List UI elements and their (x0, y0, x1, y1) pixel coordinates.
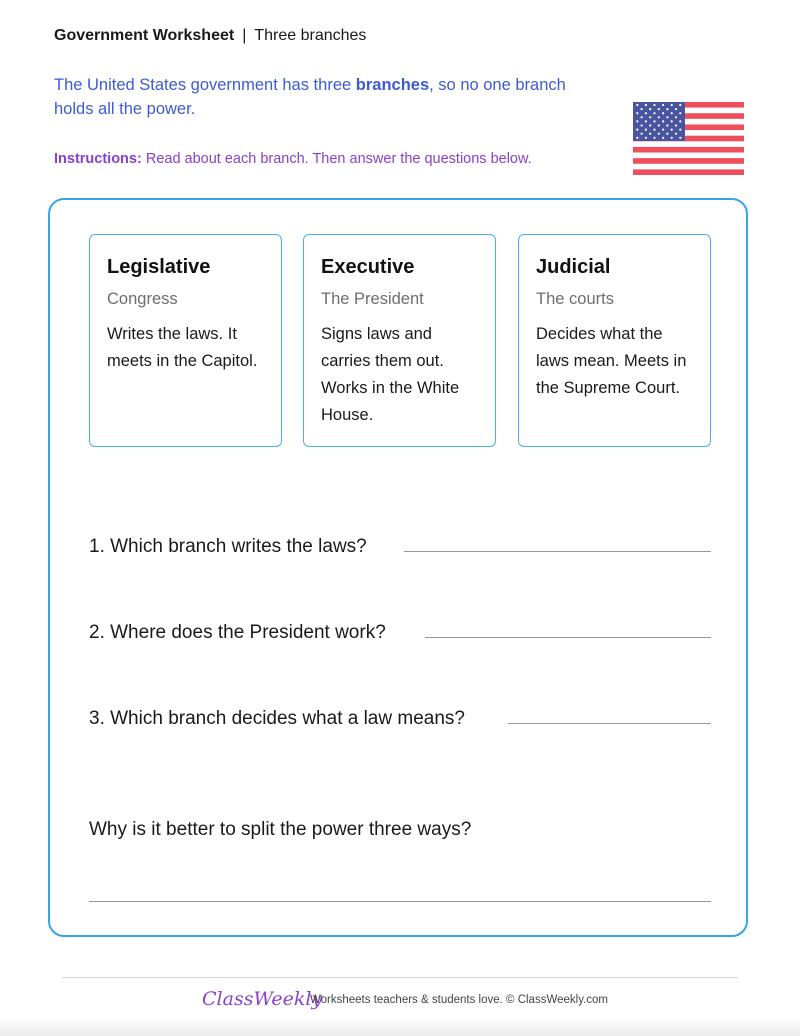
question-2: 2. Where does the President work? (89, 622, 386, 643)
branch-subtitle: The courts (536, 290, 614, 308)
footer-divider (62, 977, 738, 978)
open-question: Why is it better to split the power three ways? (89, 819, 472, 840)
branch-title: Executive (321, 256, 415, 278)
branch-description: Decides what the laws mean. Meets in the Supreme Court. (536, 325, 687, 397)
intro-before: The United States government has three (54, 76, 356, 94)
branch-subtitle: Congress (107, 290, 178, 308)
worksheet-subtitle: Three branches (254, 27, 367, 44)
instructions (54, 151, 532, 167)
us-flag-icon (633, 102, 744, 175)
page-bottom-shade (0, 1016, 800, 1036)
branch-card-judicial (518, 234, 711, 447)
branch-description: Writes the laws. It meets in the Capitol. (107, 325, 258, 370)
header-separator: | (242, 27, 247, 44)
intro-text (54, 73, 599, 121)
intro-after: , so no one branch holds all the power. (54, 76, 566, 118)
brand-logo: ClassWeekly (202, 988, 323, 1010)
answer-line-2[interactable] (425, 637, 711, 638)
answer-line-1[interactable] (404, 551, 711, 552)
question-3: 3. Which branch decides what a law means? (89, 708, 465, 729)
question-1: 1. Which branch writes the laws? (89, 536, 367, 557)
instructions-label: Instructions: (54, 151, 142, 167)
answer-line-open[interactable] (89, 901, 711, 902)
worksheet-title: Government Worksheet (54, 27, 235, 44)
instructions-text: Read about each branch. Then answer the questions below. (141, 151, 532, 167)
branch-title: Judicial (536, 256, 611, 278)
footer (0, 988, 800, 1016)
intro-bold: branches (355, 76, 430, 94)
branch-card-legislative (89, 234, 282, 447)
worksheet-header (54, 27, 366, 45)
answer-line-3[interactable] (508, 723, 711, 724)
branch-subtitle: The President (321, 290, 424, 308)
footer-tagline: Worksheets teachers & students love. © ClassWeekly.com (310, 994, 609, 1006)
branch-title: Legislative (107, 256, 211, 278)
branch-description: Signs laws and carries them out. Works in the White House. (321, 325, 460, 424)
branch-card-executive (303, 234, 496, 447)
